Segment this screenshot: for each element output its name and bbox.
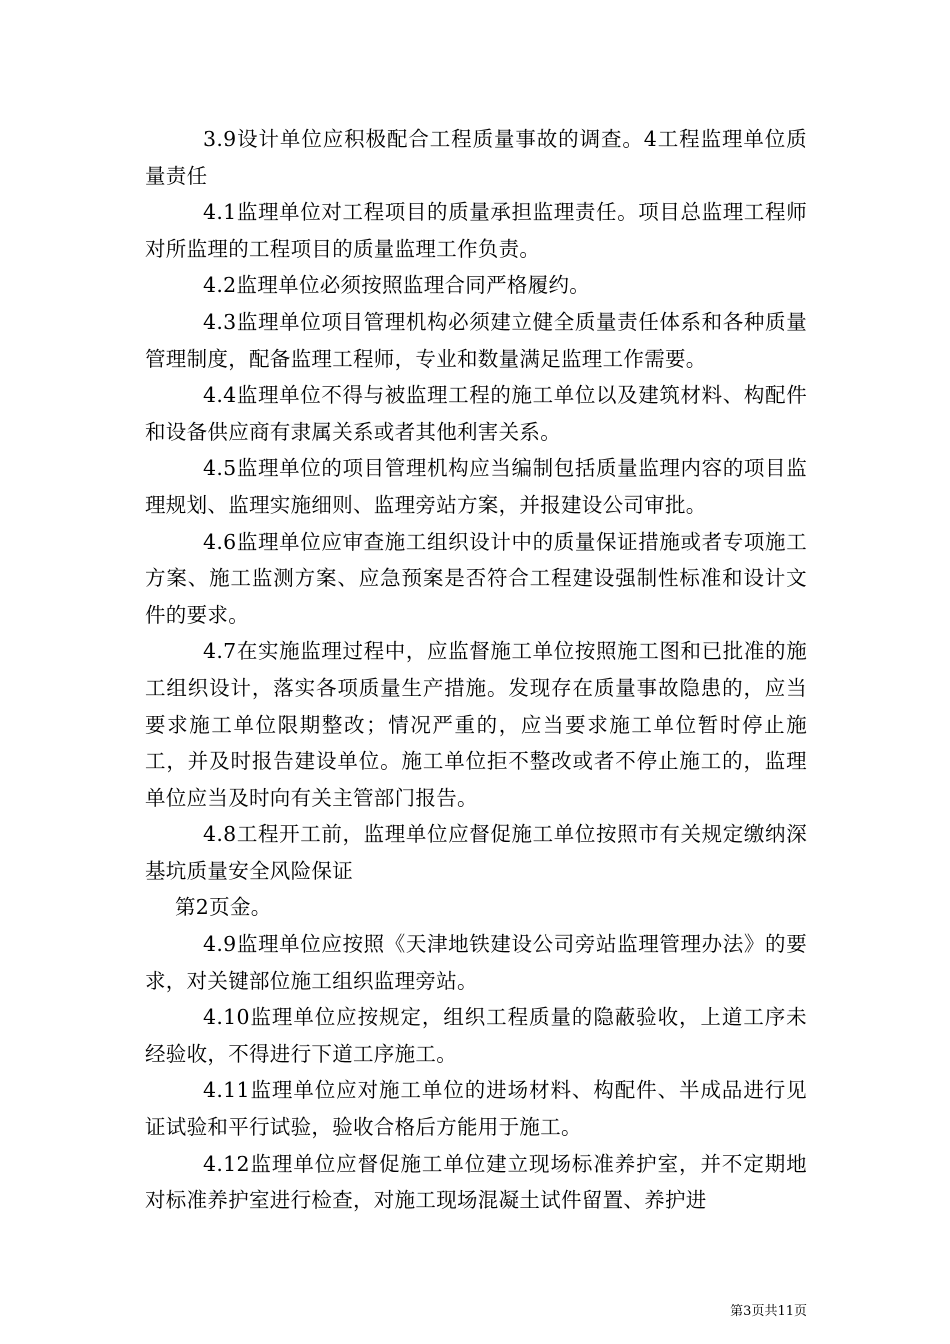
paragraph-4-11: 4.11监理单位应对施工单位的进场材料、构配件、半成品进行见证试验和平行试验，验收合格后方能用于施工。: [145, 1078, 807, 1140]
paragraph-4-6: 4.6监理单位应审查施工组织设计中的质量保证措施或者专项施工方案、施工监测方案、应急预案是否符合工程建设强制性标准和设计文件的要求。: [145, 529, 807, 627]
paragraph-4-8: 4.8工程开工前，监理单位应督促施工单位按照市有关规定缴纳深基坑质量安全风险保证: [145, 822, 807, 883]
paragraph-4-12: 4.12监理单位应督促施工单位建立现场标准养护室，并不定期地对标准养护室进行检查，对施工现场混凝土试件留置、养护进: [145, 1151, 807, 1213]
page-number-footer: 第3页共11页: [730, 1304, 807, 1319]
paragraph-4-9: 4.9监理单位应按照《天津地铁建设公司旁站监理管理办法》的要求，对关键部位施工组织监理旁站。: [145, 932, 807, 993]
paragraph-4-3: 4.3监理单位项目管理机构必须建立健全质量责任体系和各种质量管理制度，配备监理工程师，专业和数量满足监理工作需要。: [145, 309, 807, 371]
paragraph-4-1: 4.1监理单位对工程项目的质量承担监理责任。项目总监理工程师对所监理的工程项目的质量监理工作负责。: [145, 200, 807, 261]
paragraph-4-5: 4.5监理单位的项目管理机构应当编制包括质量监理内容的项目监理规划、监理实施细则、监理旁站方案，并报建设公司审批。: [145, 456, 807, 517]
paragraph-4-4: 4.4监理单位不得与被监理工程的施工单位以及建筑材料、构配件和设备供应商有隶属关系或者其他利害关系。: [145, 383, 807, 444]
paragraph-4-2: 4.2监理单位必须按照监理合同严格履约。: [203, 273, 591, 298]
paragraph-4-7: 4.7在实施监理过程中，应监督施工单位按照施工图和已批准的施工组织设计，落实各项质量生产措施。发现存在质量事故隐患的，应当要求施工单位限期整改；情况严重的，应当要求施工单位暂时停止施工，并及时报告建设单位。施工单位拒不整改或者不停止施工的，监理单位应当及时向有关主管部门报告。: [145, 639, 807, 810]
paragraph-3-9: 3.9设计单位应积极配合工程质量事故的调查。4工程监理单位质量责任: [145, 127, 807, 188]
page-break-fragment: 第2页金。: [175, 895, 272, 920]
paragraph-4-10: 4.10监理单位应按规定，组织工程质量的隐蔽验收，上道工序未经验收，不得进行下道工序施工。: [145, 1005, 807, 1066]
body-text: [145, 121, 807, 1219]
